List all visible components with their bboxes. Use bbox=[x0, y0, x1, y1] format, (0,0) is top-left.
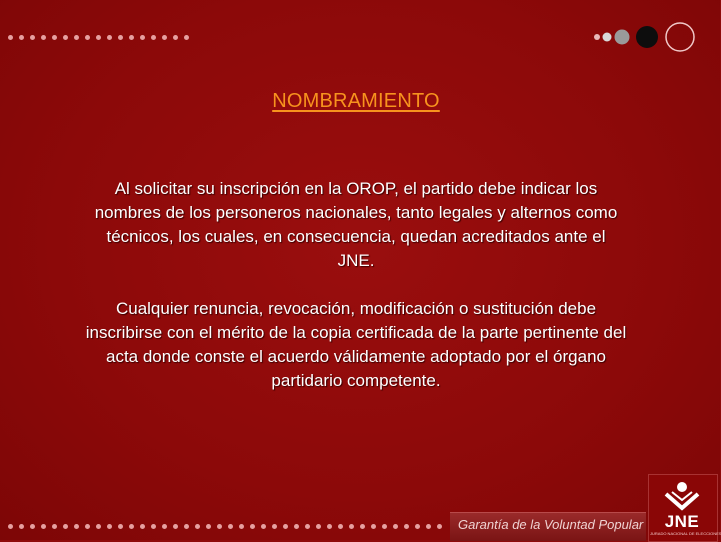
dot bbox=[173, 35, 178, 40]
dot bbox=[415, 524, 420, 529]
jne-logo-text: JNE bbox=[664, 512, 700, 531]
dot bbox=[360, 524, 365, 529]
dot bbox=[63, 524, 68, 529]
dot bbox=[382, 524, 387, 529]
dot bbox=[272, 524, 277, 529]
dot bbox=[107, 35, 112, 40]
dot bbox=[129, 524, 134, 529]
dot bbox=[118, 524, 123, 529]
dot bbox=[30, 524, 35, 529]
dot bbox=[404, 524, 409, 529]
dot bbox=[140, 35, 145, 40]
bottom-dotted-line bbox=[8, 522, 442, 530]
dot bbox=[19, 524, 24, 529]
dot bbox=[217, 524, 222, 529]
dot bbox=[85, 35, 90, 40]
dot bbox=[52, 35, 57, 40]
dot bbox=[195, 524, 200, 529]
dot bbox=[393, 524, 398, 529]
dot bbox=[107, 524, 112, 529]
dot bbox=[349, 524, 354, 529]
dot bbox=[162, 524, 167, 529]
dot bbox=[41, 35, 46, 40]
dot bbox=[74, 35, 79, 40]
dot bbox=[426, 524, 431, 529]
dot bbox=[316, 524, 321, 529]
footer-tagline: Garantía de la Voluntad Popular bbox=[458, 517, 644, 532]
dot bbox=[184, 524, 189, 529]
dot bbox=[162, 35, 167, 40]
dot bbox=[8, 35, 13, 40]
dot bbox=[437, 524, 442, 529]
dot bbox=[173, 524, 178, 529]
dot bbox=[294, 524, 299, 529]
dot bbox=[184, 35, 189, 40]
dot bbox=[19, 35, 24, 40]
dot bbox=[41, 524, 46, 529]
dot bbox=[228, 524, 233, 529]
dot bbox=[140, 524, 145, 529]
dot bbox=[118, 35, 123, 40]
dot bbox=[63, 35, 68, 40]
dot bbox=[96, 35, 101, 40]
dot bbox=[129, 35, 134, 40]
dot bbox=[327, 524, 332, 529]
slide-title: NOMBRAMIENTO bbox=[272, 90, 440, 112]
dot bbox=[261, 524, 266, 529]
jne-logo-subtext: JURADO NACIONAL DE ELECCIONES bbox=[650, 531, 721, 536]
dot bbox=[371, 524, 376, 529]
dot bbox=[283, 524, 288, 529]
dot bbox=[250, 524, 255, 529]
dot bbox=[52, 524, 57, 529]
dot bbox=[85, 524, 90, 529]
paragraph-2: Cualquier renuncia, revocación, modificación o sustitución debe inscribirse con el mérito de la copia certificada de la parte pertinente del acta donde conste el acuerdo válidamente adoptado por el órgano partidario competente. bbox=[85, 299, 627, 390]
decorative-circles-icon bbox=[583, 18, 703, 58]
dot bbox=[239, 524, 244, 529]
dot bbox=[30, 35, 35, 40]
dot bbox=[305, 524, 310, 529]
dot bbox=[151, 35, 156, 40]
dot bbox=[74, 524, 79, 529]
dot bbox=[8, 524, 13, 529]
dot bbox=[338, 524, 343, 529]
top-dotted-line bbox=[8, 33, 189, 41]
dot bbox=[151, 524, 156, 529]
dot bbox=[96, 524, 101, 529]
paragraph-1: Al solicitar su inscripción en la OROP, el partido debe indicar los nombres de los personeros nacionales, tanto legales y alternos como técnicos, los cuales, en consecuencia, quedan acreditados ante el JNE. bbox=[94, 179, 618, 270]
dot bbox=[206, 524, 211, 529]
